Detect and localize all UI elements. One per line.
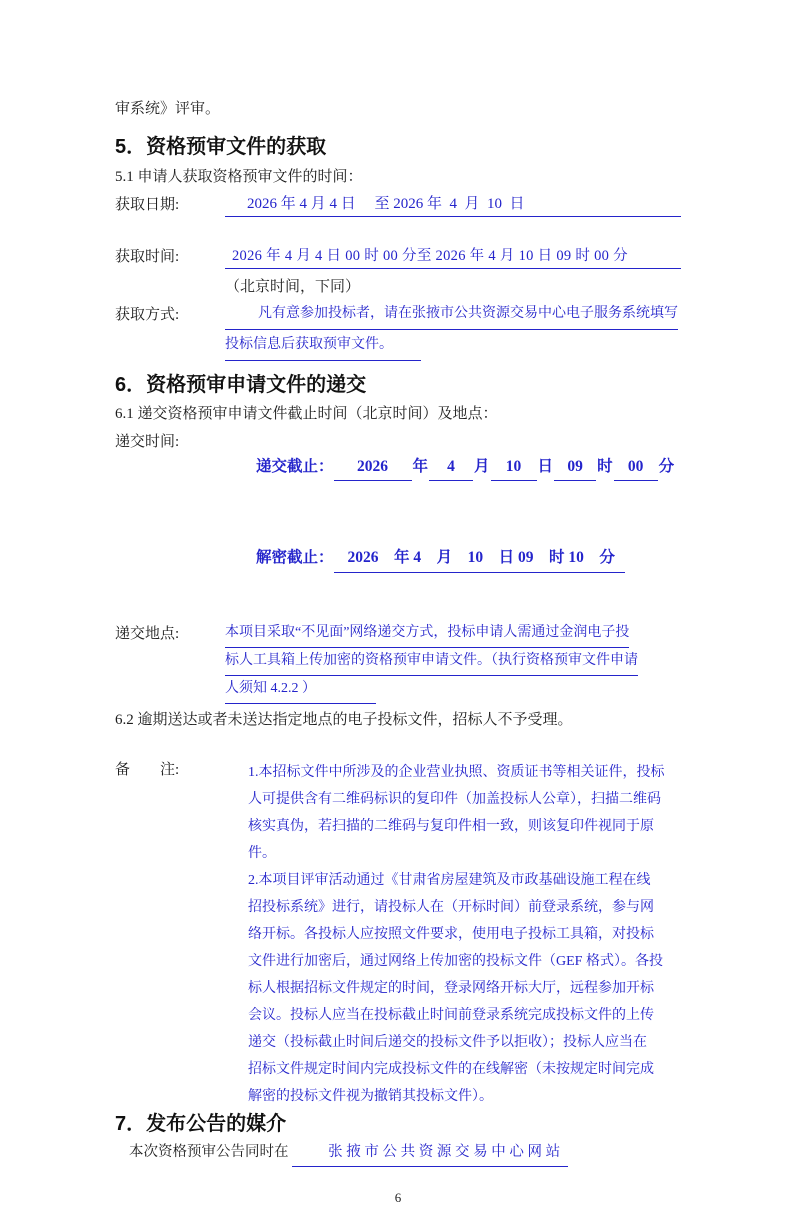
submit-deadline-label: 递交截止： [256,458,334,475]
remark-line: 递交（投标截止时间后递交的投标文件予以拒收）；投标人应当在 [248,1035,647,1050]
submit-place-label: 递交地点: [115,626,180,642]
remark-line: 2.本项目评审活动通过《甘肃省房屋建筑及市政基础设施工程在线 [248,873,651,888]
obtain-date-value: 2026 年 4 月 4 日 至 2026 年 4 月 10 日 [225,194,681,217]
day-unit: 日 [537,458,554,475]
obtain-method-label: 获取方式: [115,307,180,323]
obtain-time-row [115,246,681,269]
submit-place-value [225,623,681,707]
obtain-time-value: 2026 年 4 月 4 日 00 时 00 分至 2026 年 4 月 10 日 09 时 00 分 [225,246,681,269]
remark-line: 招投标系统》进行，请投标人在（开标时间）前登录系统，参与网 [248,900,654,915]
obtain-date-row [115,194,681,217]
submit-day-field: 10 [491,455,537,481]
submit-minute-field: 00 [614,455,658,481]
carryover-text: 审系统》评审。 [115,101,221,117]
remark-line: 核实真伪，若扫描的二维码与复印件相一致，则该复印件视同于原件。 [248,819,654,861]
remark-line: 1.本招标文件中所涉及的企业营业执照、资质证书等相关证件，投标 [248,765,665,780]
decrypt-deadline-label: 解密截止： [256,549,334,566]
remark-line: 人可提供含有二维码标识的复印件（加盖投标人公章），扫描二维码 [248,792,661,807]
obtain-method-line1: 凡有意参加投标者，请在张掖市公共资源交易中心电子服务系统填写 [225,304,678,330]
clause-5-1: 5.1 申请人获取资格预审文件的时间： [115,169,363,185]
submit-year-field: 2026 [334,455,412,481]
media-line [129,1141,681,1167]
beijing-time-note: （北京时间，下同） [225,279,361,295]
section-6-heading: 6．资格预审申请文件的递交 [115,374,367,396]
submit-place-row [115,623,681,707]
remark-line: 解密的投标文件视为撤销其投标文件）。 [248,1089,493,1104]
submit-time-row [115,431,681,505]
page-number: 6 [394,1190,402,1205]
decrypt-deadline-value: 2026 年 4 月 10 日 09 时 10 分 [334,546,625,573]
obtain-time-label: 获取时间: [115,249,180,265]
month-unit: 月 [474,458,490,475]
remark-text [225,759,681,1110]
section-5-heading: 5．资格预审文件的获取 [115,136,327,158]
submit-deadline [225,431,681,505]
obtain-time-value-field [225,246,681,269]
remark-label: 备 注: [115,762,180,778]
remark-line: 会议。投标人应当在投标截止时间前登录系统完成投标文件的上传 [248,1008,654,1023]
submit-place-line3: 人须知 4.2.2 ） [225,679,376,704]
remark-line: 标人根据招标文件规定的时间，登录网络开标大厅，远程参加开标 [248,981,654,996]
section-7-heading: 7．发布公告的媒介 [115,1113,287,1135]
obtain-method-value [225,304,681,366]
minute-unit: 分 [658,458,675,475]
obtain-method-row [115,304,681,366]
obtain-date-value-field [225,194,681,217]
submit-time-label: 递交时间: [115,434,180,450]
beijing-time-note-row [115,276,681,298]
submit-month-field: 4 [429,455,473,481]
submit-hour-field: 09 [554,455,596,481]
remark-line: 招标文件规定时间内完成投标文件的在线解密（未按规定时间完成 [248,1062,654,1077]
hour-unit: 时 [597,458,613,475]
submit-place-line1: 本项目采取“不见面”网络递交方式，投标申请人需通过金润电子投 [225,623,629,648]
remark-line: 络开标。各投标人应按照文件要求，使用电子投标工具箱，对投标 [248,927,654,942]
obtain-date-label: 获取日期: [115,197,180,213]
remark-row [115,759,681,1110]
submit-place-line2: 标人工具箱上传加密的资格预审申请文件。（执行资格预审文件申请 [225,651,638,676]
clause-6-1: 6.1 递交资格预审申请文件截止时间（北京时间）及地点： [115,406,498,422]
year-unit: 年 [412,458,429,475]
decrypt-deadline [225,522,681,597]
clause-6-2: 6.2 逾期送达或者未送达指定地点的电子投标文件，招标人不予受理。 [115,712,573,728]
remark-line: 文件进行加密后，通过网络上传加密的投标文件（GEF 格式）。各投 [248,954,663,969]
decrypt-time-row [115,522,681,597]
page-content [115,100,681,1206]
media-value: 张 掖 市 公 共 资 源 交 易 中 心 网 站 [292,1141,568,1167]
media-prefix: 本次资格预审公告同时在 [129,1144,289,1160]
obtain-method-line2: 投标信息后获取预审文件。 [225,335,421,361]
